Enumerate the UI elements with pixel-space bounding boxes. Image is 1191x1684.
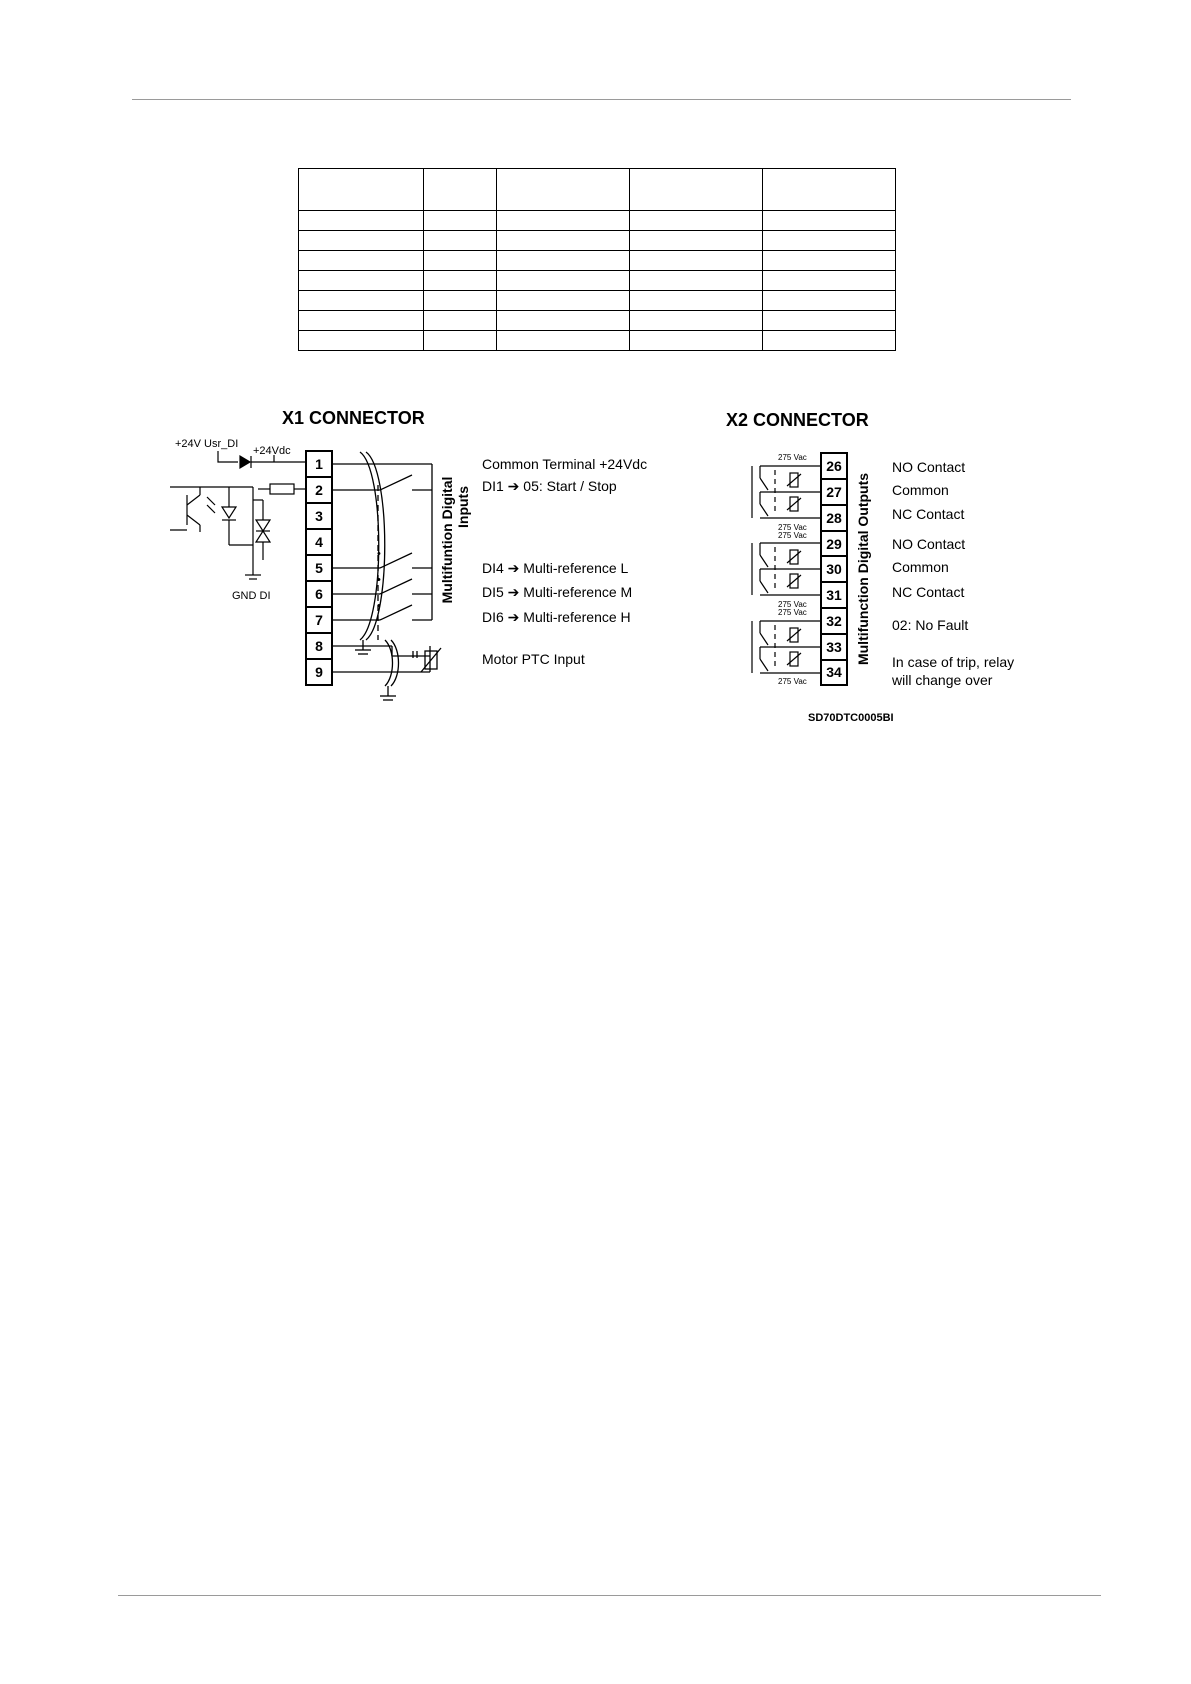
x1-terminal: 3	[315, 508, 323, 524]
x1-description: Common Terminal +24Vdc	[482, 456, 648, 472]
x1-terminal: 5	[315, 560, 323, 576]
x1-terminal: 1	[315, 456, 323, 472]
x2-description: In case of trip, relay	[892, 654, 1015, 670]
x2-description: 02: No Fault	[892, 617, 969, 633]
x1-side-label-2: Inputs	[455, 486, 471, 528]
empty-table	[298, 168, 896, 351]
x2-terminal: 34	[826, 664, 842, 680]
wiring-diagram	[0, 390, 1191, 730]
header-rule	[132, 99, 1071, 100]
x2-description: Common	[892, 559, 949, 575]
gnd-label: GND DI	[232, 590, 271, 602]
varistor-label: 275 Vac	[778, 600, 807, 609]
supply-label: +24V Usr_DI	[175, 438, 239, 450]
x1-terminal: 6	[315, 586, 323, 602]
x1-terminal: 8	[315, 638, 323, 654]
x2-terminal: 30	[826, 561, 842, 577]
figure-code: SD70DTC0005BI	[808, 712, 894, 724]
svg-text:•: •	[377, 600, 381, 612]
x2-description: NO Contact	[892, 459, 966, 475]
x1-terminal: 2	[315, 482, 323, 498]
x2-relay-circuits	[752, 466, 820, 673]
x1-side-label-1: Multifuntion Digital	[439, 476, 455, 604]
x2-description: NC Contact	[892, 506, 965, 522]
x1-description: DI5 ➔ Multi-reference M	[482, 584, 633, 600]
x2-side-label: Multifunction Digital Outputs	[855, 472, 871, 666]
x1-terminal: 9	[315, 664, 323, 680]
vdc-label: +24Vdc	[253, 445, 291, 457]
x2-terminal: 33	[826, 639, 842, 655]
varistor-label: 275 Vac	[778, 531, 807, 540]
x1-terminal: 4	[315, 534, 323, 550]
x2-description: NC Contact	[892, 584, 965, 600]
varistor-label: 275 Vac	[778, 677, 807, 686]
varistor-label: 275 Vac	[778, 608, 807, 617]
x2-terminal: 31	[826, 587, 842, 603]
x1-terminal: 7	[315, 612, 323, 628]
x2-terminal: 27	[826, 484, 842, 500]
svg-text:•: •	[377, 574, 381, 586]
x1-description: DI6 ➔ Multi-reference H	[482, 609, 631, 625]
x1-switch-wiring	[332, 452, 441, 700]
x2-description: will change over	[892, 672, 993, 688]
x2-description: NO Contact	[892, 536, 966, 552]
varistor-label: 275 Vac	[778, 523, 807, 532]
x2-terminal: 28	[826, 510, 842, 526]
footer-rule	[118, 1595, 1101, 1596]
x2-description: Common	[892, 482, 949, 498]
svg-text:•: •	[377, 548, 381, 560]
x1-description: DI4 ➔ Multi-reference L	[482, 560, 629, 576]
x1-input-circuit	[170, 451, 305, 579]
x2-terminal: 32	[826, 613, 842, 629]
x1-description: DI1 ➔ 05: Start / Stop	[482, 478, 617, 494]
x1-title: X1 CONNECTOR	[282, 408, 425, 428]
varistor-label: 275 Vac	[778, 453, 807, 462]
x1-description: Motor PTC Input	[482, 651, 585, 667]
x2-title: X2 CONNECTOR	[726, 410, 869, 430]
x2-terminal: 26	[826, 458, 842, 474]
x2-terminal: 29	[826, 536, 842, 552]
